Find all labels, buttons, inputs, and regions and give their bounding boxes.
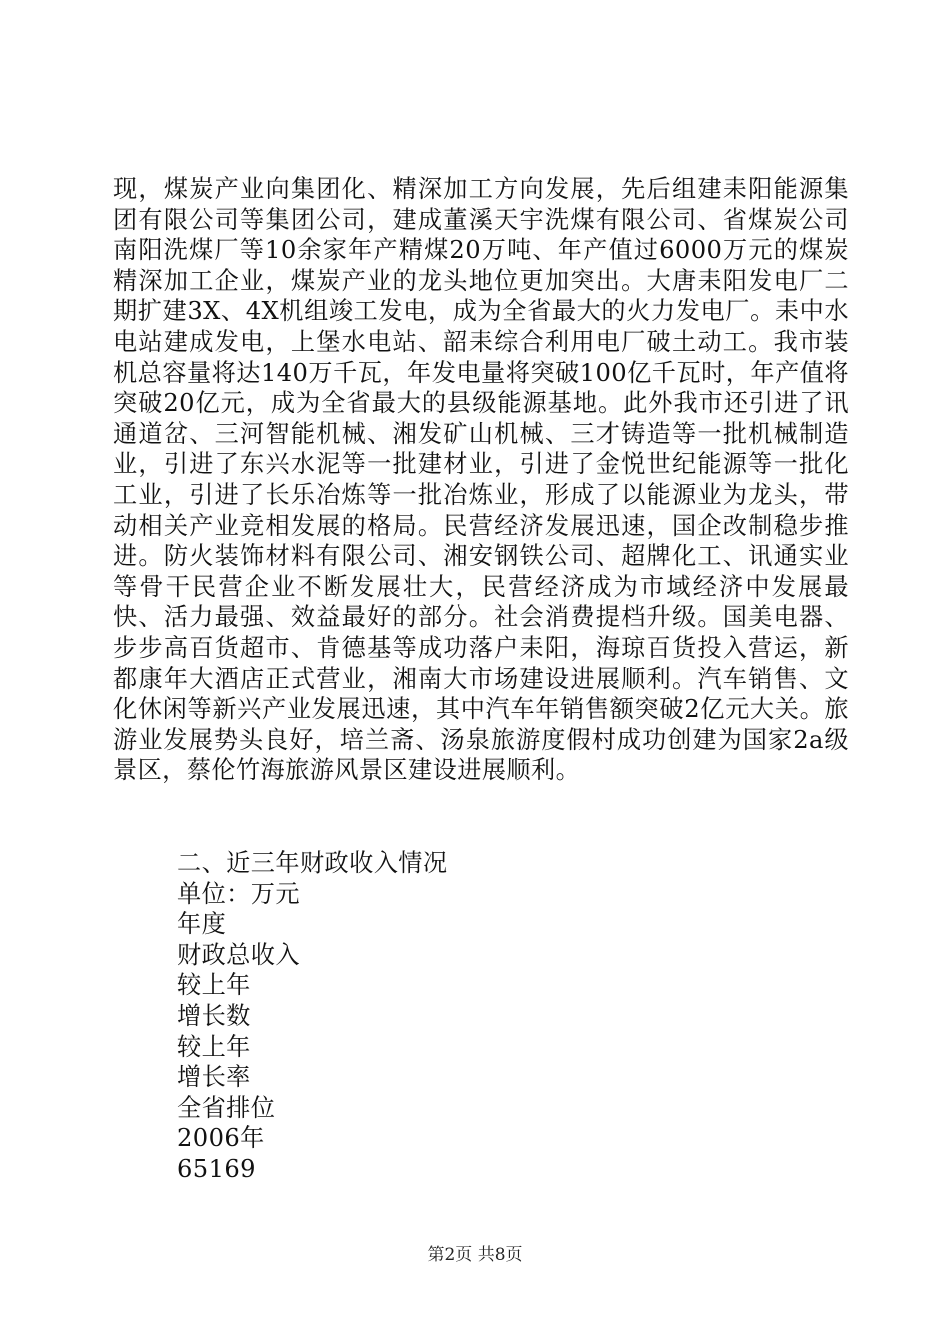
table-header-year: 年度 bbox=[177, 910, 227, 939]
fiscal-revenue-section bbox=[177, 848, 447, 1185]
table-header-growth-amount-line2: 增长数 bbox=[177, 1001, 251, 1030]
table-cell-revenue: 65169 bbox=[177, 1154, 256, 1183]
table-header-growth-rate-line2: 增长率 bbox=[177, 1063, 251, 1092]
table-header-growth-rate-line1: 较上年 bbox=[177, 1032, 251, 1061]
table-header-growth-amount-line1: 较上年 bbox=[177, 971, 251, 1000]
table-header-total-revenue: 财政总收入 bbox=[177, 940, 300, 969]
unit-label: 单位：万元 bbox=[177, 879, 300, 908]
table-header-province-rank: 全省排位 bbox=[177, 1093, 276, 1122]
section-heading: 二、近三年财政收入情况 bbox=[177, 849, 448, 877]
body-paragraph: 现，煤炭产业向集团化、精深加工方向发展，先后组建耒阳能源集团有限公司等集团公司，建成董溪天宇洗煤有限公司、省煤炭公司南阳洗煤厂等10余家年产精煤20万吨、年产值过6000万元的煤炭精深加工企业，煤炭产业的龙头地位更加突出。大唐耒阳发电厂二期扩建3X、4X机组竣工发电，成为全省最大的火力发电厂。耒中水电站建成发电，上堡水电站、韶耒综合利用电厂破土动工。我市装机总容量将达140万千瓦，年发电量将突破100亿千瓦时，年产值将突破20亿元，成为全省最大的县级能源基地。此外我市还引进了讯通道岔、三河智能机械、湘发矿山机械、三才铸造等一批机械制造业，引进了东兴水泥等一批建材业，引进了金悦世纪能源等一批化工业，引进了长乐冶炼等一批冶炼业，形成了以能源业为龙头，带动相关产业竞相发展的格局。民营经济发展迅速，国企改制稳步推进。防火装饰材料有限公司、湘安钢铁公司、超牌化工、讯通实业等骨干民营企业不断发展壮大，民营经济成为市域经济中发展最快、活力最强、效益最好的部分。社会消费提档升级。国美电器、步步高百货超市、肯德基等成功落户耒阳，海琼百货投入营运，新都康年大酒店正式营业，湘南大市场建设进展顺利。汽车销售、文化休闲等新兴产业发展迅速，其中汽车年销售额突破2亿元大关。旅游业发展势头良好，培兰斋、汤泉旅游度假村成功创建为国家2a级景区，蔡伦竹海旅游风景区建设进展顺利。 bbox=[113, 175, 849, 785]
table-cell-year: 2006年 bbox=[177, 1124, 265, 1153]
page-footer: 第2页 共8页 bbox=[427, 1245, 523, 1265]
